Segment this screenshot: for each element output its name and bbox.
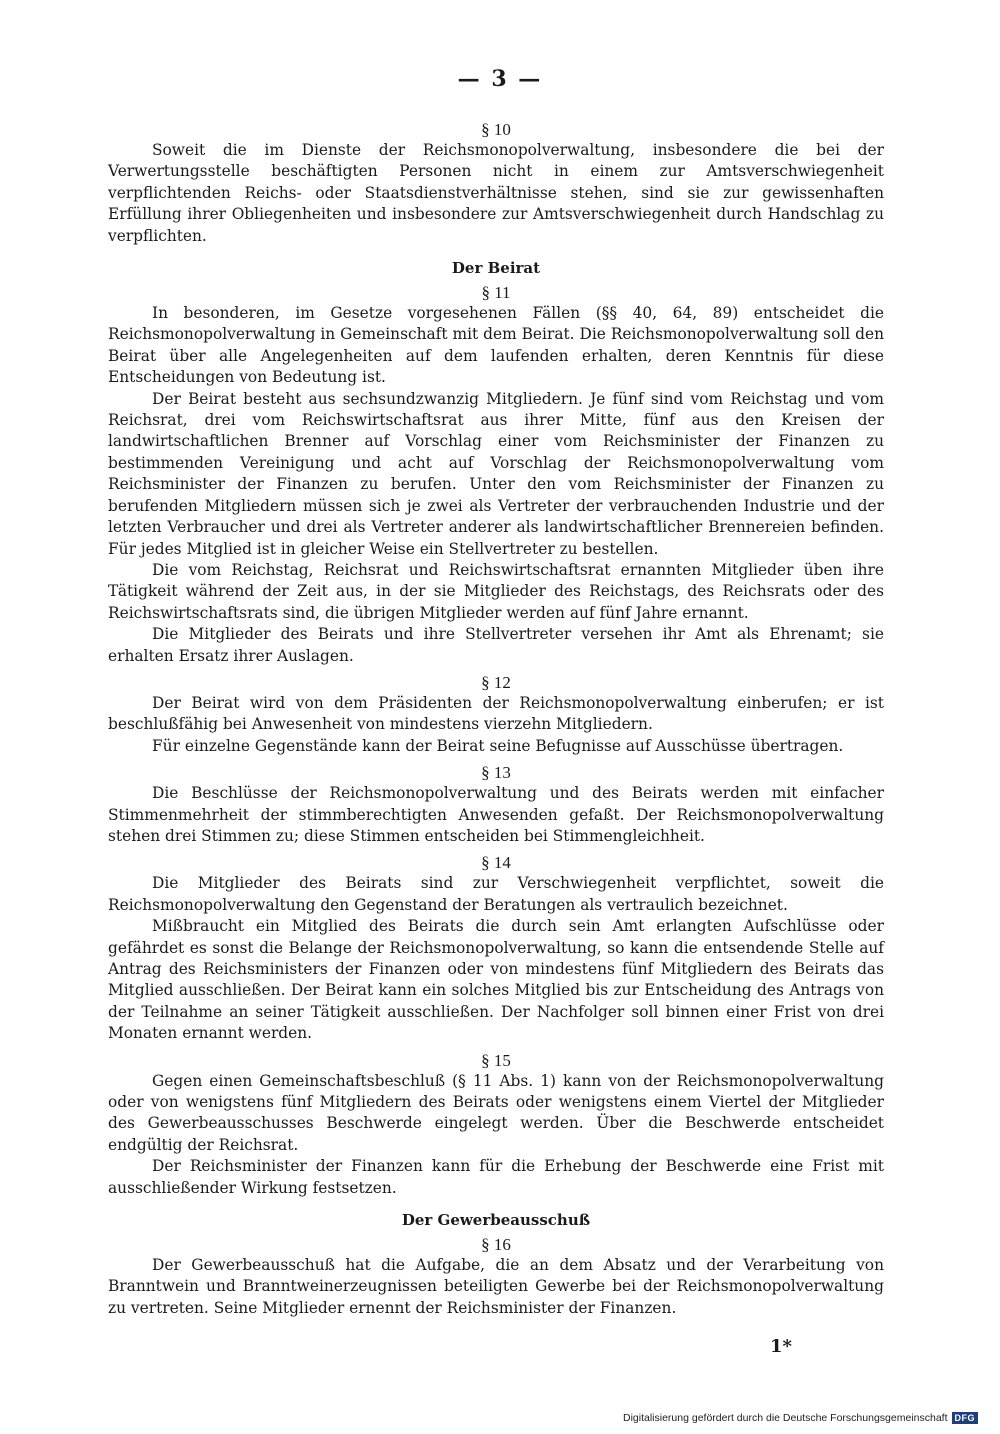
section-15 [108, 1051, 884, 1199]
paragraph-number: § 12 [481, 672, 511, 692]
paragraph-text: Der Beirat besteht aus sechsundzwanzig Mitgliedern. Je fünf sind vom Reichstag und vom Reichsrat, drei vom Reichswirtschaftsrat aus ihrer Mitte, fünf aus den Kreisen der landwirtschaftlichen Brenner auf Vorschlag einer vom Reichsminister der Finanzen zu bestimmenden Vereinigung und acht auf Vorschlag der Reichsmonopolverwaltung vom Reichsminister der Finanzen zu berufen. Unter den vom Reichsminister der Finanzen zu berufenden Mitgliedern müssen sich je zwei als Vertreter der verbrauchenden Industrie und der letzten Verbraucher und drei als Vertreter anderer als landwirtschaftlicher Brennereien befinden. Für jedes Mitglied ist in gleicher Weise ein Stellvertreter zu bestellen. [108, 389, 884, 558]
paragraph-number: § 16 [481, 1235, 511, 1255]
paragraph-text: Gegen einen Gemeinschaftsbeschluß (§ 11 Abs. 1) kann von der Reichsmonopolverwaltung oder von wenigstens fünf Mitgliedern des Beirats oder wenigstens einem Viertel der Mitglieder des Gewerbeausschusses Beschwerde eingelegt werden. Über die Beschwerde entscheidet endgültig der Reichsrat. [108, 1071, 884, 1154]
paragraph-text: Die Mitglieder des Beirats und ihre Stellvertreter versehen ihr Amt als Ehrenamt; sie erhalten Ersatz ihrer Auslagen. [108, 625, 884, 665]
document-body [108, 114, 884, 1319]
paragraph-text: Die Mitglieder des Beirats sind zur Verschwiegenheit verpflichtet, soweit die Reichsmonopolverwaltung den Gegenstand der Beratungen als vertraulich bezeichnet. [108, 874, 884, 914]
footer-text: Digitalisierung gefördert durch die Deutsche Forschungsgemeinschaft [622, 1412, 948, 1424]
section-12 [108, 673, 884, 757]
paragraph-text: Mißbraucht ein Mitglied des Beirats die durch sein Amt erlangten Aufschlüsse oder gefährdet es sonst die Belange der Reichsmonopolverwaltung, so kann die entsendende Stelle auf Antrag des Reichsministers der Finanzen oder von mindestens fünf Mitgliedern des Beirats das Mitglied ausschließen. Der Beirat kann ein solches Mitglied bis zur Entscheidung des Antrags von der Teilnahme an seiner Tätigkeit ausschließen. Der Nachfolger soll binnen einer Frist von drei Monaten ernannt werden. [108, 917, 884, 1043]
section-14 [108, 853, 884, 1044]
paragraph-text: Der Reichsminister der Finanzen kann für die Erhebung der Beschwerde eine Frist mit ausschließender Wirkung festsetzen. [108, 1157, 884, 1197]
section-13 [108, 763, 884, 847]
section-11 [108, 259, 884, 667]
paragraph-text: Soweit die im Dienste der Reichsmonopolverwaltung, insbesondere die bei der Verwertungsstelle beschäftigten Personen nicht in einem zur Amtsverschwiegenheit verpflichtenden Reichs- oder Staatsdienstverhältnisse stehen, sind sie zur gewissenhaften Erfüllung ihrer Obliegenheiten und insbesondere zur Amtsverschwiegenheit durch Handschlag zu verpflichten. [108, 141, 884, 245]
section-16 [108, 1211, 884, 1319]
section-heading: Der Gewerbeausschuß [401, 1211, 591, 1230]
section-10 [108, 120, 884, 247]
signature-mark: 1* [770, 1336, 792, 1357]
paragraph-text: Der Gewerbeausschuß hat die Aufgabe, die an dem Absatz und der Verarbeitung von Branntwein und Branntweinerzeugnissen beteiligten Gewerbe bei der Reichsmonopolverwaltung zu vertreten. Seine Mitglieder ernennt der Reichsminister der Finanzen. [108, 1256, 884, 1317]
dfg-logo: DFG [952, 1412, 979, 1424]
paragraph-text: Die Beschlüsse der Reichsmonopolverwaltung und des Beirats werden mit einfacher Stimmenmehrheit der stimmberechtigten Anwesenden gefaßt. Der Reichsmonopolverwaltung stehen drei Stimmen zu; diese Stimmen entscheiden bei Stimmengleichheit. [108, 784, 884, 845]
footer [623, 1412, 978, 1424]
paragraph-text: In besonderen, im Gesetze vorgesehenen Fällen (§§ 40, 64, 89) entscheidet die Reichsmonopolverwaltung in Gemeinschaft mit dem Beirat. Die Reichsmonopolverwaltung soll den Beirat über alle Angelegenheiten auf dem laufenden erhalten, deren Kenntnis für diese Entscheidungen von Bedeutung ist. [108, 304, 884, 387]
paragraph-text: Die vom Reichstag, Reichsrat und Reichswirtschaftsrat ernannten Mitglieder üben ihre Tätigkeit während der Zeit aus, in der sie Mitglieder des Reichstags, des Reichsrats oder des Reichswirtschaftsrats sind, die übrigen Mitglieder werden auf fünf Jahre ernannt. [108, 560, 884, 622]
paragraph-number: § 14 [481, 853, 511, 873]
paragraph-text: Für einzelne Gegenstände kann der Beirat seine Befugnisse auf Ausschüsse übertragen. [152, 736, 844, 755]
paragraph-number: § 15 [481, 1050, 511, 1070]
page-number: — 3 — [457, 66, 543, 92]
paragraph-number: § 10 [481, 120, 511, 139]
paragraph-number: § 13 [481, 763, 511, 783]
section-heading: Der Beirat [451, 259, 541, 278]
paragraph-text: Der Beirat wird von dem Präsidenten der Reichsmonopolverwaltung einberufen; er ist beschlußfähig bei Anwesenheit von mindestens vierzehn Mitgliedern. [108, 693, 884, 734]
paragraph-number: § 11 [481, 283, 511, 303]
